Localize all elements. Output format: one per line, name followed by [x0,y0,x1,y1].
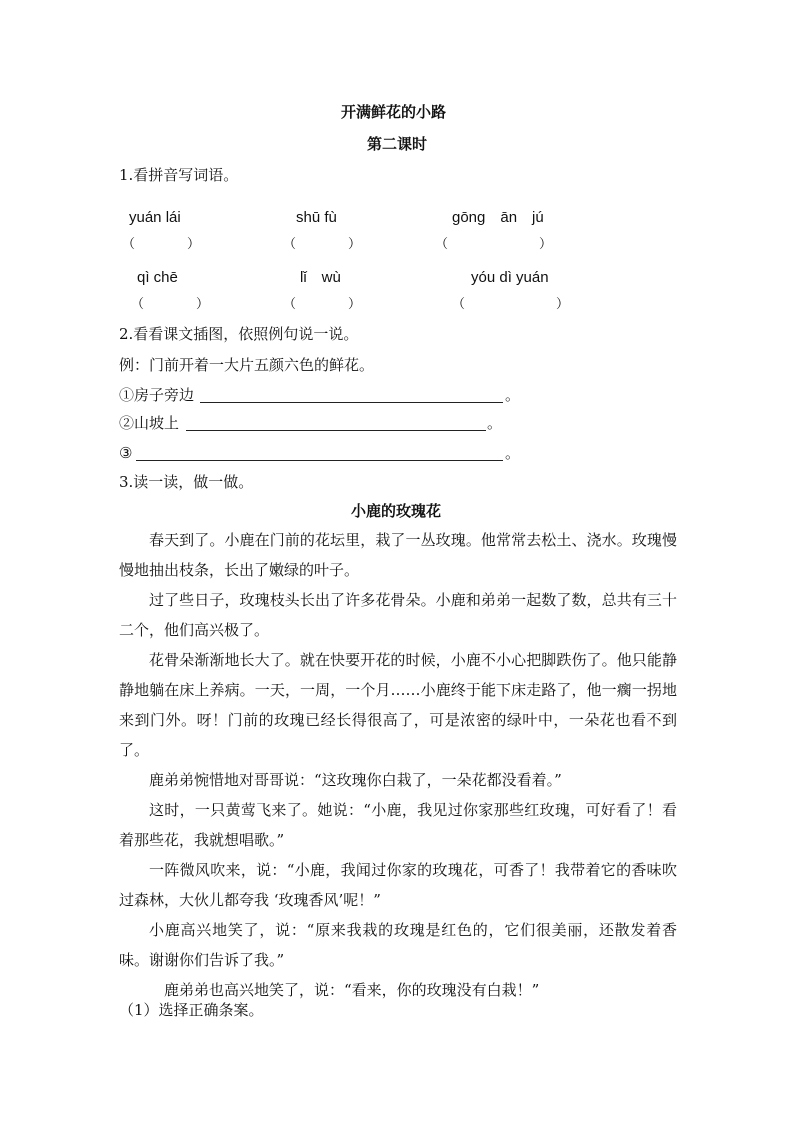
q2-line1-blank [200,402,503,403]
answer-paren-6: （ ） [452,297,570,312]
pinyin-5: lǐ wù [300,269,341,286]
story-title: 小鹿的玫瑰花 [351,502,442,520]
q2-line1-end: 。 [505,386,521,404]
page-subtitle: 第二课时 [367,135,428,153]
answer-paren-4: （ ） [131,297,210,312]
pinyin-4: qì chē [137,269,178,286]
pinyin-6: yóu dì yuán [471,269,549,286]
pinyin-3: gōng ān jú [452,209,544,226]
story-paragraph: 一阵微风吹来，说：“小鹿，我闻过你家的玫瑰花，可香了！我带着它的香味吹过森林，大伙儿都夸我 ‘玫瑰香风’呢！” [119,861,677,909]
q2-line3-blank [136,460,503,461]
q2-line1-prefix: ①房子旁边 [119,386,195,404]
q2-line2-prefix: ②山坡上 [119,414,180,432]
story-paragraph: 鹿弟弟也高兴地笑了，说：“看来，你的玫瑰没有白栽！” [164,981,540,999]
answer-paren-5: （ ） [283,297,362,312]
story-paragraph: 这时，一只黄莺飞来了。她说：“小鹿，我见过你家那些红玫瑰，可好看了！看着那些花，我就想唱歌。” [119,801,677,849]
q2-line3-end: 。 [505,444,521,462]
pinyin-2: shū fù [296,209,337,226]
q3-heading: 3.读一读，做一做。 [119,473,254,491]
story-paragraph: 花骨朵渐渐地长大了。就在快要开花的时候，小鹿不小心把脚跌伤了。他只能静静地躺在床上养病。一天，一周，一个月……小鹿终于能下床走路了，他一瘸一拐地来到门外。呀！门前的玫瑰已经长得很高了，可是浓密的绿叶中，一朵花也看不到了。 [119,651,677,759]
story-paragraph: 小鹿高兴地笑了，说：“原来我栽的玫瑰是红色的，它们很美丽，还散发着香味。谢谢你们告诉了我。” [119,921,677,969]
q1-heading: 1.看拼音写词语。 [119,166,239,184]
story-body [119,525,677,1005]
q2-line2-blank [186,430,486,431]
pinyin-1: yuán lái [129,209,181,226]
answer-paren-1: （ ） [122,237,201,252]
q2-line2-end: 。 [487,414,503,432]
q3-sub1: （1）选择正确条案。 [119,1001,264,1019]
q2-line3-prefix: ③ [119,444,133,462]
story-paragraph: 过了些日子，玫瑰枝头长出了许多花骨朵。小鹿和弟弟一起数了数，总共有三十二个，他们高兴极了。 [119,591,677,639]
page-title: 开满鲜花的小路 [341,103,447,121]
q2-heading: 2.看看课文插图，依照例句说一说。 [119,325,359,343]
answer-paren-3: （ ） [435,237,553,252]
answer-paren-2: （ ） [283,237,362,252]
story-paragraph: 春天到了。小鹿在门前的花坛里，栽了一丛玫瑰。他常常去松土、浇水。玫瑰慢慢地抽出枝条，长出了嫩绿的叶子。 [119,531,677,579]
q2-example: 例：门前开着一大片五颜六色的鲜花。 [119,356,375,374]
story-paragraph: 鹿弟弟惋惜地对哥哥说：“这玫瑰你白栽了，一朵花都没看着。” [149,771,562,789]
